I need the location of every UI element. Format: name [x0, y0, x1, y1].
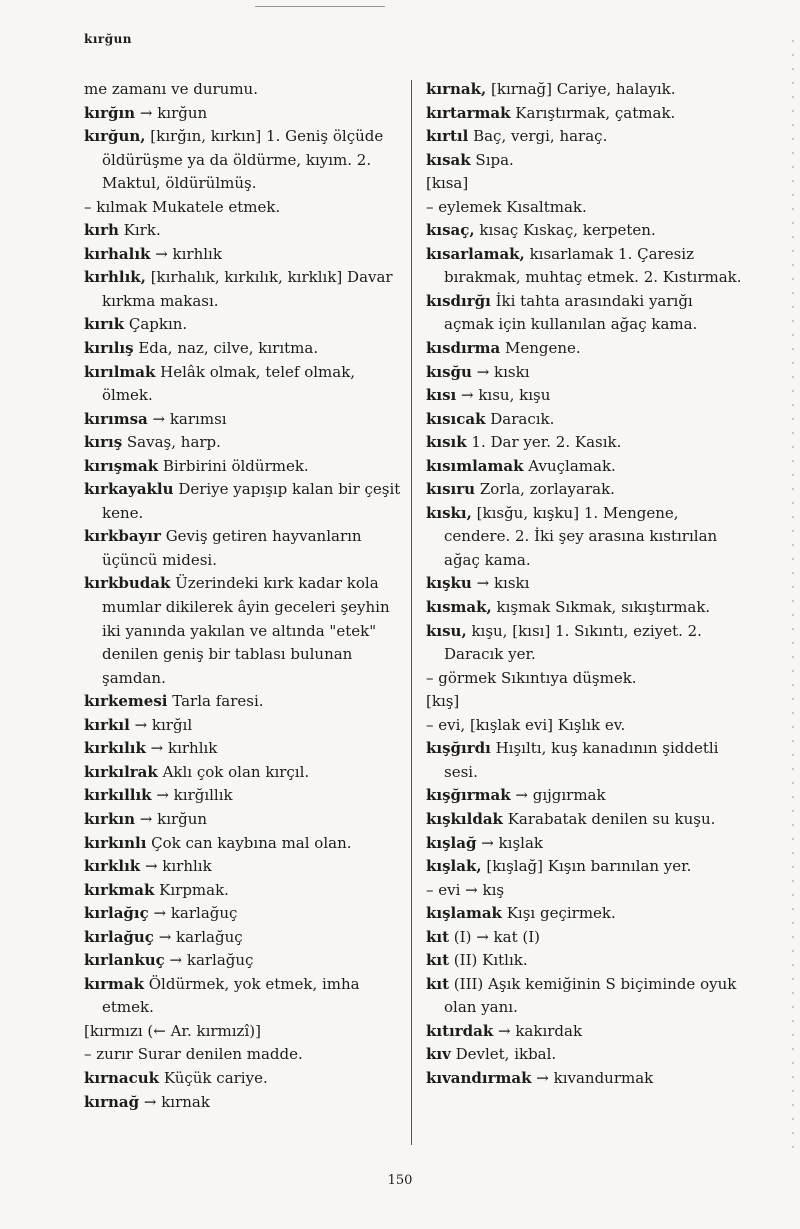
dictionary-entry — [84, 337, 404, 361]
dictionary-entry — [426, 1067, 746, 1091]
dictionary-entry — [426, 78, 746, 102]
entry-headword: kırkınlı — [84, 833, 147, 852]
left-column — [84, 78, 404, 1114]
dictionary-entry — [84, 926, 404, 950]
dictionary-entry — [426, 361, 746, 385]
dictionary-entry — [84, 266, 404, 313]
dictionary-entry — [84, 196, 404, 220]
entry-definition: Sıpa. — [470, 150, 514, 169]
entry-definition: Devlet, ikbal. — [450, 1045, 557, 1064]
entry-definition: Çapkın. — [124, 315, 188, 334]
entry-definition: → kırğıllık — [151, 786, 233, 805]
entry-definition: Deriye yapışıp kalan bir çeşit kene. — [102, 480, 401, 522]
entry-headword: kırğın — [84, 103, 136, 122]
entry-headword: kırğun, — [84, 127, 146, 146]
dictionary-entry — [426, 714, 746, 738]
entry-headword: kısdırma — [426, 339, 501, 358]
entry-headword: kırkılrak — [84, 762, 158, 781]
entry-headword: kısaç, — [426, 221, 475, 240]
entry-headword: kırkılık — [84, 739, 146, 758]
entry-headword: kısıru — [426, 480, 476, 499]
entry-headword: kışğırdı — [426, 739, 491, 758]
dictionary-entry — [84, 219, 404, 243]
entry-definition: → kırhlık — [145, 739, 218, 758]
dictionary-entry — [84, 784, 404, 808]
entry-headword: kısıcak — [426, 409, 486, 428]
dictionary-entry — [84, 243, 404, 267]
dictionary-entry — [84, 902, 404, 926]
dictionary-entry — [84, 102, 404, 126]
entry-headword: kırhalık — [84, 244, 151, 263]
entry-definition: Daracık. — [485, 409, 555, 428]
entry-headword: kışkıldak — [426, 809, 503, 828]
entry-definition: kısaç Kıskaç, kerpeten. — [474, 221, 656, 240]
dictionary-entry — [84, 408, 404, 432]
dictionary-entry — [426, 125, 746, 149]
entry-headword: kırmak — [84, 974, 144, 993]
entry-headword: kırtarmak — [426, 103, 511, 122]
entry-headword: kırkmak — [84, 880, 155, 899]
page-edge-marks — [792, 40, 794, 1160]
dictionary-entry — [426, 384, 746, 408]
dictionary-entry — [84, 1067, 404, 1091]
entry-headword: kırımsa — [84, 409, 148, 428]
entry-headword: kısı — [426, 386, 457, 405]
entry-definition: → karlağuç — [148, 904, 238, 923]
entry-definition: → kakırdak — [493, 1021, 583, 1040]
entry-definition: Karabatak denilen su kuşu. — [502, 809, 716, 828]
entry-definition: – görmek Sıkıntıya düşmek. — [426, 668, 637, 687]
entry-definition: Hışıltı, kuş kanadının şiddetli sesi. — [444, 739, 719, 781]
dictionary-entry — [426, 219, 746, 243]
entry-definition: – evi, [kışlak evi] Kışlık ev. — [426, 715, 626, 734]
entry-headword: kırış — [84, 433, 123, 452]
dictionary-entry — [84, 125, 404, 196]
entry-definition: – evi → kış — [426, 880, 505, 899]
entry-headword: kısdırğı — [426, 291, 491, 310]
entry-definition: → kışlak — [476, 833, 543, 852]
entry-definition: [kış] — [426, 692, 460, 711]
entry-headword: kırlağıç — [84, 904, 149, 923]
entry-definition: → kırğun — [135, 809, 208, 828]
entry-headword: kırnacuk — [84, 1068, 160, 1087]
entry-definition: Kırk. — [118, 221, 161, 240]
entry-headword: kırnağ — [84, 1092, 140, 1111]
page-number: 150 — [387, 1173, 413, 1188]
entry-headword: kıt — [426, 927, 450, 946]
dictionary-entry — [84, 1020, 404, 1044]
entry-definition: Helâk olmak, telef olmak, ölmek. — [102, 362, 356, 405]
entry-definition: kışmak Sıkmak, sıkıştırmak. — [491, 598, 711, 617]
dictionary-entry — [426, 737, 746, 784]
entry-definition: (III) Aşık kemiğinin S biçiminde oyuk olan yanı. — [444, 974, 737, 1017]
entry-definition: Öldürmek, yok etmek, imha etmek. — [102, 974, 360, 1017]
entry-headword: kırkbudak — [84, 574, 171, 593]
dictionary-entry — [426, 431, 746, 455]
dictionary-entry — [426, 149, 746, 173]
entry-definition: → kırhlık — [150, 244, 222, 263]
entry-definition: [kısa] — [426, 174, 469, 193]
entry-headword: kırılmak — [84, 362, 156, 381]
entry-headword: kışlağ — [426, 833, 477, 852]
entry-definition: → kırnak — [139, 1092, 210, 1111]
column-divider — [411, 80, 412, 1145]
entry-headword: kırkıl — [84, 715, 130, 734]
dictionary-entry — [426, 879, 746, 903]
dictionary-entry — [426, 572, 746, 596]
dictionary-entry — [426, 102, 746, 126]
dictionary-entry — [426, 408, 746, 432]
dictionary-entry — [426, 243, 746, 290]
entry-headword: kısmak, — [426, 598, 492, 617]
entry-definition: [kırmızı (← Ar. kırmızî)] — [84, 1021, 261, 1040]
entry-definition: → kırğun — [135, 103, 208, 122]
dictionary-entry — [84, 361, 404, 408]
entry-headword: kışğırmak — [426, 786, 511, 805]
entry-definition: → kısu, kışu — [456, 386, 551, 405]
dictionary-entry — [84, 1091, 404, 1115]
dictionary-entry — [426, 337, 746, 361]
dictionary-entry — [84, 313, 404, 337]
dictionary-entry — [426, 596, 746, 620]
running-head: kırğun — [84, 32, 133, 46]
dictionary-entry — [426, 290, 746, 337]
entry-headword: kırtıl — [426, 127, 469, 146]
dictionary-entry — [84, 690, 404, 714]
entry-definition: Eda, naz, cilve, kırıtma. — [133, 339, 319, 358]
dictionary-entry — [84, 431, 404, 455]
entry-definition: – eylemek Kısaltmak. — [426, 197, 587, 216]
entry-headword: kısık — [426, 433, 467, 452]
entry-headword: kısğu — [426, 362, 472, 381]
dictionary-entry — [84, 879, 404, 903]
dictionary-entry — [426, 808, 746, 832]
dictionary-entry — [426, 926, 746, 950]
entry-definition: [kırnağ] Cariye, halayık. — [486, 80, 676, 98]
entry-definition: Mengene. — [500, 339, 581, 358]
entry-definition: Üzerindeki kırk kadar kola mumlar dikilerek âyin geceleri şeyhin iki yanında yakılan ve altında "etek" denilen geniş bir tablası bulunan şamdan. — [102, 574, 390, 687]
dictionary-entry — [426, 196, 746, 220]
entry-headword: kırkayaklu — [84, 480, 174, 499]
entry-definition: Aklı çok olan kırçıl. — [157, 762, 310, 781]
entry-definition: → gıjgırmak — [510, 786, 606, 805]
entry-headword: kırlağuç — [84, 927, 154, 946]
entry-definition: [kırhalık, kırkılık, kırklık] Davar kırkma makası. — [102, 268, 393, 310]
entry-headword: kışlamak — [426, 904, 502, 923]
entry-definition: Tarla faresi. — [167, 692, 264, 711]
entry-definition: Küçük cariye. — [159, 1068, 268, 1087]
entry-definition: → kırğıl — [129, 715, 193, 734]
dictionary-entry — [84, 737, 404, 761]
entry-headword: kırhlık, — [84, 268, 146, 287]
entry-headword: kıtırdak — [426, 1021, 494, 1040]
entry-headword: kışku — [426, 574, 472, 593]
entry-definition: kısarlamak 1. Çaresiz bırakmak, muhtaç etmek. 2. Kıstırmak. — [444, 244, 742, 287]
entry-definition: → kıskı — [471, 574, 530, 593]
entry-headword: kırkın — [84, 809, 135, 828]
entry-definition: [kısğu, kışku] 1. Mengene, cendere. 2. İki şey arasına kıstırılan ağaç kama. — [444, 503, 718, 569]
entry-definition: Kırpmak. — [154, 880, 229, 899]
entry-headword: kırkemesi — [84, 692, 168, 711]
dictionary-entry — [84, 808, 404, 832]
dictionary-entry — [84, 1043, 404, 1067]
entry-headword: kısu, — [426, 621, 467, 640]
dictionary-entry — [84, 478, 404, 525]
dictionary-entry — [84, 832, 404, 856]
entry-definition: [kırğın, kırkın] 1. Geniş ölçüde öldürüşme ya da öldürme, kıyım. 2. Maktul, öldürülmüş. — [102, 127, 384, 193]
dictionary-entry — [84, 714, 404, 738]
dictionary-entry — [426, 855, 746, 879]
entry-headword: kırılış — [84, 339, 134, 358]
entry-headword: kısımlamak — [426, 456, 524, 475]
dictionary-entry — [426, 784, 746, 808]
entry-definition: → karımsı — [147, 409, 227, 428]
dictionary-entry — [426, 172, 746, 196]
entry-headword: kırışmak — [84, 456, 159, 475]
entry-headword: kıt — [426, 974, 450, 993]
entry-definition: [kışlağ] Kışın barınılan yer. — [481, 857, 692, 876]
dictionary-entry — [426, 667, 746, 691]
entry-definition: (I) → kat (I) — [449, 927, 540, 946]
entry-definition: (II) Kıtlık. — [449, 951, 528, 970]
entry-definition: → kırhlık — [140, 857, 212, 876]
entry-definition: Zorla, zorlayarak. — [475, 480, 615, 499]
entry-definition: Birbirini öldürmek. — [158, 456, 309, 475]
entry-definition: – zurır Surar denilen madde. — [84, 1045, 303, 1064]
entry-definition: – kılmak Mukatele etmek. — [84, 197, 281, 216]
dictionary-entry — [426, 690, 746, 714]
entry-definition: İki tahta arasındaki yarığı açmak için kullanılan ağaç kama. — [444, 291, 698, 334]
entry-headword: kırkbayır — [84, 527, 161, 546]
dictionary-entry — [426, 620, 746, 667]
dictionary-entry — [84, 525, 404, 572]
entry-headword: kırlankuç — [84, 951, 165, 970]
dictionary-entry — [426, 1043, 746, 1067]
dictionary-entry — [426, 478, 746, 502]
dictionary-entry — [426, 832, 746, 856]
top-rule — [255, 6, 385, 7]
entry-definition: Kışı geçirmek. — [501, 904, 616, 923]
entry-headword: kırık — [84, 315, 125, 334]
dictionary-entry — [84, 572, 404, 690]
entry-definition: 1. Dar yer. 2. Kasık. — [466, 433, 622, 452]
entry-headword: kıt — [426, 951, 450, 970]
entry-headword: kışlak, — [426, 857, 482, 876]
dictionary-entry — [84, 855, 404, 879]
entry-definition: me zamanı ve durumu. — [84, 80, 258, 98]
entry-definition: Avuçlamak. — [523, 456, 616, 475]
dictionary-entry — [426, 902, 746, 926]
entry-headword: kırnak, — [426, 80, 487, 98]
entry-headword: kırklık — [84, 857, 141, 876]
entry-headword: kısak — [426, 150, 471, 169]
dictionary-entry — [84, 78, 404, 102]
entry-headword: kırkıllık — [84, 786, 152, 805]
dictionary-entry — [426, 502, 746, 573]
dictionary-entry — [426, 949, 746, 973]
entry-headword: kıvandırmak — [426, 1068, 532, 1087]
right-column — [426, 78, 746, 1091]
dictionary-entry — [426, 973, 746, 1020]
dictionary-entry — [426, 455, 746, 479]
entry-definition: → kıvandurmak — [531, 1068, 654, 1087]
dictionary-entry — [84, 455, 404, 479]
dictionary-entry — [84, 949, 404, 973]
entry-headword: kırh — [84, 221, 119, 240]
entry-definition: Savaş, harp. — [122, 433, 221, 452]
entry-definition: → kıskı — [471, 362, 530, 381]
entry-definition: → karlağuç — [153, 927, 243, 946]
entry-definition: → karlağuç — [164, 951, 254, 970]
entry-headword: kıskı, — [426, 503, 472, 522]
entry-definition: kışu, [kısı] 1. Sıkıntı, eziyet. 2. Daracık yer. — [444, 621, 702, 664]
entry-definition: Baç, vergi, haraç. — [468, 127, 608, 146]
entry-definition: Karıştırmak, çatmak. — [510, 103, 676, 122]
dictionary-entry — [84, 973, 404, 1020]
entry-definition: Geviş getiren hayvanların üçüncü midesi. — [102, 527, 362, 569]
entry-headword: kısarlamak, — [426, 244, 525, 263]
entry-definition: Çok can kaybına mal olan. — [146, 833, 352, 852]
dictionary-entry — [84, 761, 404, 785]
entry-headword: kıv — [426, 1045, 451, 1064]
dictionary-entry — [426, 1020, 746, 1044]
